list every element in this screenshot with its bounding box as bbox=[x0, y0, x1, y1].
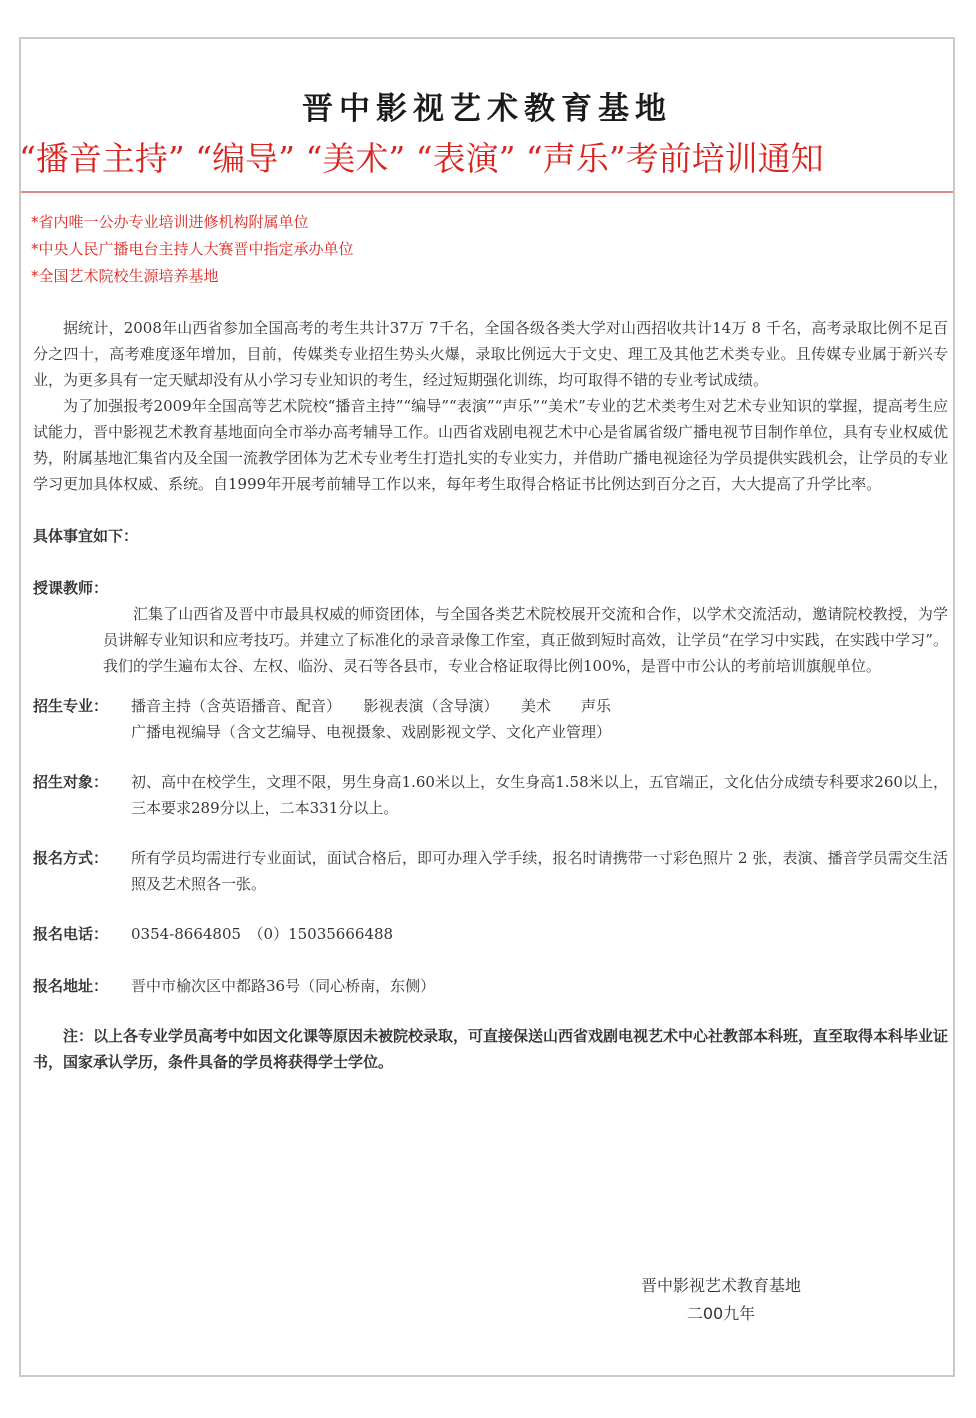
signup-field bbox=[33, 845, 948, 897]
notice-title: “播音主持” “编导” “美术” “表演” “声乐”考前培训通知 bbox=[19, 139, 824, 178]
phone-label: 报名电话： bbox=[33, 925, 109, 943]
targets-field bbox=[33, 769, 948, 821]
address-text: 晋中市榆次区中都路36号（同心桥南，东侧） bbox=[131, 977, 436, 995]
majors-field bbox=[33, 693, 948, 745]
title-divider bbox=[21, 191, 953, 193]
feature-item: *中央人民广播电台主持人大赛晋中指定承办单位 bbox=[31, 240, 354, 258]
majors-line-1: 播音主持（含英语播音、配音） 影视表演（含导演） 美术 声乐 bbox=[131, 697, 612, 715]
feature-item: *全国艺术院校生源培养基地 bbox=[31, 267, 219, 285]
phone-field bbox=[33, 921, 948, 947]
targets-label: 招生对象： bbox=[33, 773, 109, 791]
signature-block bbox=[641, 1272, 801, 1328]
intro-paragraph-1: 据统计，2008年山西省参加全国高考的考生共计37万 7千名，全国各级各类大学对山西招收共计14万 8 千名，高考录取比例不足百分之四十，高考难度逐年增加，目前，传媒类专业招生势头火爆，录取比例远大于文史、理工及其他艺术类专业。且传媒专业属于新兴专业，为更多具有一定天赋却没有从小学习专业知识的考生，经过短期强化训练，均可取得不错的专业考试成绩。 bbox=[33, 319, 948, 389]
signature-org: 晋中影视艺术教育基地 bbox=[641, 1276, 802, 1295]
phone-text: 0354-8664805 （0）15035666488 bbox=[131, 925, 394, 943]
address-label: 报名地址： bbox=[33, 977, 109, 995]
targets-text: 初、高中在校学生，文理不限，男生身高1.60米以上，女生身高1.58米以上，五官端正，文化估分成绩专科要求260以上，三本要求289分以上，二本331分以上。 bbox=[131, 773, 948, 817]
signup-label: 报名方式： bbox=[33, 849, 109, 867]
notice-body bbox=[33, 315, 948, 1075]
majors-label: 招生专业： bbox=[33, 697, 109, 715]
footnote: 注：以上各专业学员高考中如因文化课等原因未被院校录取，可直接保送山西省戏剧电视艺术中心社教部本科班，直至取得本科毕业证书，国家承认学历，条件具备的学员将获得学士学位。 bbox=[33, 1027, 949, 1071]
majors-line-2: 广播电视编导（含文艺编导、电视摄象、戏剧影视文学、文化产业管理） bbox=[131, 723, 612, 741]
details-heading: 具体事宜如下： bbox=[33, 527, 139, 545]
feature-list bbox=[31, 209, 354, 290]
org-title: 晋中影视艺术教育基地 bbox=[302, 91, 672, 127]
signature-date: 二00九年 bbox=[686, 1304, 756, 1323]
signup-text: 所有学员均需进行专业面试，面试合格后，即可办理入学手续，报名时请携带一寸彩色照片 2 张，表演、播音学员需交生活照及艺术照各一张。 bbox=[131, 849, 948, 893]
notice-page bbox=[19, 37, 955, 1377]
teachers-label: 授课教师： bbox=[33, 579, 109, 597]
feature-item: *省内唯一公办专业培训进修机构附属单位 bbox=[31, 213, 309, 231]
teachers-text: 汇集了山西省及晋中市最具权威的师资团体，与全国各类艺术院校展开交流和合作，以学术交流活动，邀请院校教授，为学员讲解专业知识和应考技巧。并建立了标准化的录音录像工作室，真正做到短时高效，让学员“在学习中实践，在实践中学习”。我们的学生遍布太谷、左权、临汾、灵石等各县市，专业合格证取得比例100%，是晋中市公认的考前培训旗舰单位。 bbox=[103, 605, 948, 675]
address-field bbox=[33, 973, 948, 999]
intro-paragraph-2: 为了加强报考2009年全国高等艺术院校“播音主持”“编导”“表演”“声乐”“美术”专业的艺术类考生对艺术专业知识的掌握，提高考生应试能力，晋中影视艺术教育基地面向全市举办高考辅导工作。山西省戏剧电视艺术中心是省属省级广播电视节目制作单位，具有专业权威优势，附属基地汇集省内及全国一流教学团体为艺术专业考生打造扎实的专业实力，并借助广播电视途径为学员提供实践机会，让学员的专业学习更加具体权威、系统。自1999年开展考前辅导工作以来，每年考生取得合格证书比例达到百分之百，大大提高了升学比率。 bbox=[33, 397, 949, 493]
